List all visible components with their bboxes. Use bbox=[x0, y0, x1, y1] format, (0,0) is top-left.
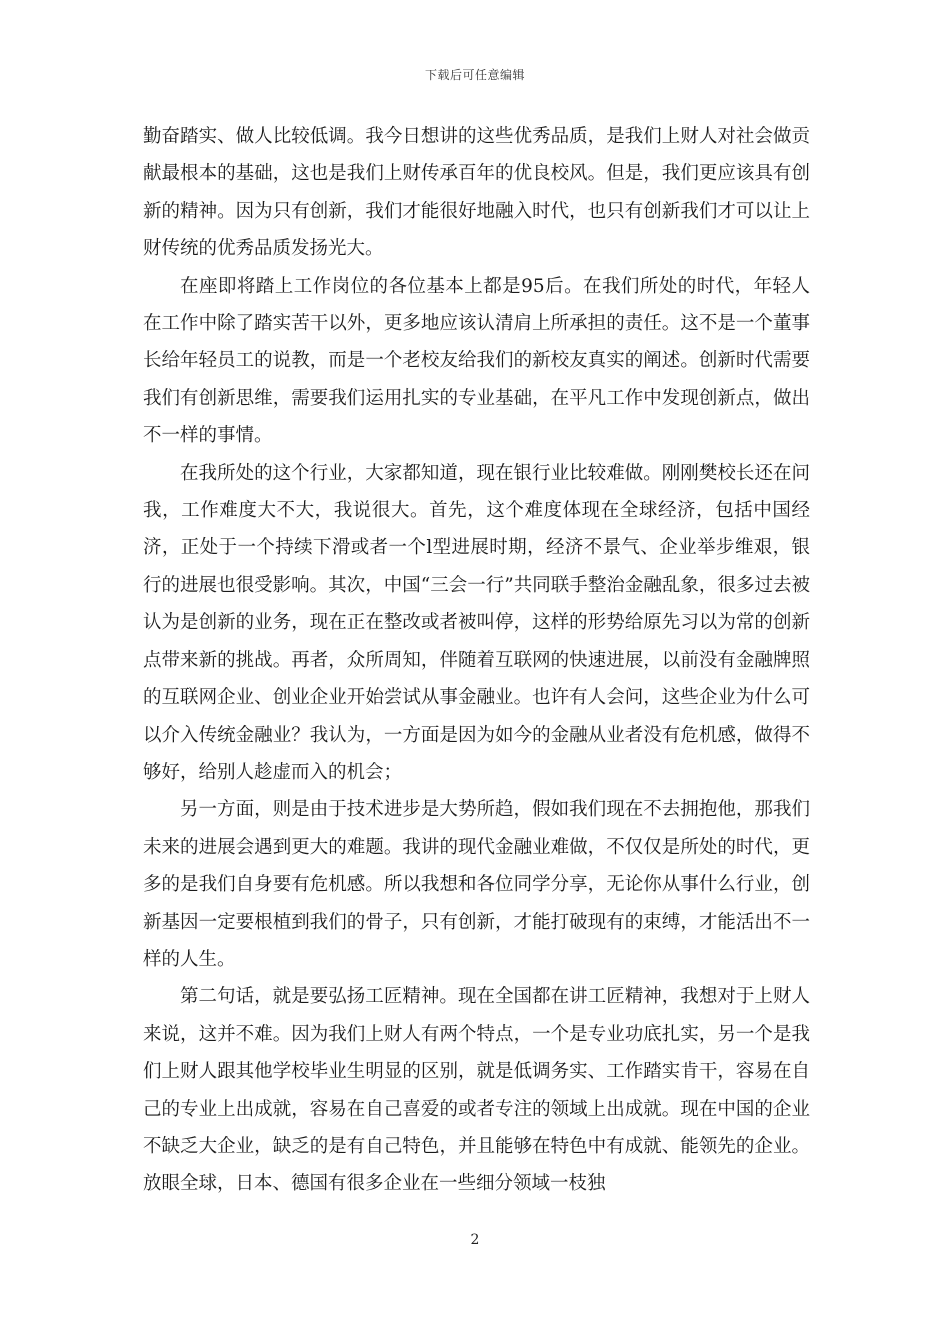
document-body bbox=[143, 118, 810, 1203]
page-header: 下载后可任意编辑 bbox=[424, 68, 525, 82]
page-number: 2 bbox=[470, 1232, 480, 1248]
paragraph: 勤奋踏实、做人比较低调。我今日想讲的这些优秀品质，是我们上财人对社会做贡献最根本的基础，这也是我们上财传承百年的优良校风。但是，我们更应该具有创新的精神。因为只有创新，我们才能很好地融入时代，也只有创新我们才可以让上财传统的优秀品质发扬光大。 bbox=[143, 126, 810, 260]
paragraph: 在座即将踏上工作岗位的各位基本上都是95后。在我们所处的时代，年轻人在工作中除了踏实苦干以外，更多地应该认清肩上所承担的责任。这不是一个董事长给年轻员工的说教，而是一个老校友给我们的新校友真实的阐述。创新时代需要我们有创新思维，需要我们运用扎实的专业基础，在平凡工作中发现创新点，做出不一样的事情。 bbox=[143, 275, 810, 447]
paragraph: 另一方面，则是由于技术进步是大势所趋，假如我们现在不去拥抱他，那我们未来的进展会遇到更大的难题。我讲的现代金融业难做，不仅仅是所处的时代，更多的是我们自身要有危机感。所以我想和各位同学分享，无论你从事什么行业，创新基因一定要根植到我们的骨子，只有创新，才能打破现有的束缚，才能活出不一样的人生。 bbox=[143, 799, 810, 970]
paragraph: 第二句话，就是要弘扬工匠精神。现在全国都在讲工匠精神，我想对于上财人来说，这并不难。因为我们上财人有两个特点，一个是专业功底扎实，另一个是我们上财人跟其他学校毕业生明显的区别，就是低调务实、工作踏实肯干，容易在自己的专业上出成就，容易在自己喜爱的或者专注的领域上出成就。现在中国的企业不缺乏大企业，缺乏的是有自己特色，并且能够在特色中有成就、能领先的企业。放眼全球，日本、德国有很多企业在一些细分领域一枝独 bbox=[143, 986, 810, 1195]
paragraph: 在我所处的这个行业，大家都知道，现在银行业比较难做。刚刚樊校长还在问我，工作难度大不大，我说很大。首先，这个难度体现在全球经济，包括中国经济，正处于一个持续下滑或者一个l型进展时期，经济不景气、企业举步维艰，银行的进展也很受影响。其次，中国“三会一行”共同联手整治金融乱象，很多过去被认为是创新的业务，现在正在整改或者被叫停，这样的形势给原先习以为常的创新点带来新的挑战。再者，众所周知，伴随着互联网的快速进展，以前没有金融牌照的互联网企业、创业企业开始尝试从事金融业。也许有人会问，这些企业为什么可以介入传统金融业？我认为，一方面是因为如今的金融从业者没有危机感，做得不够好，给别人趁虚而入的机会； bbox=[143, 462, 810, 783]
